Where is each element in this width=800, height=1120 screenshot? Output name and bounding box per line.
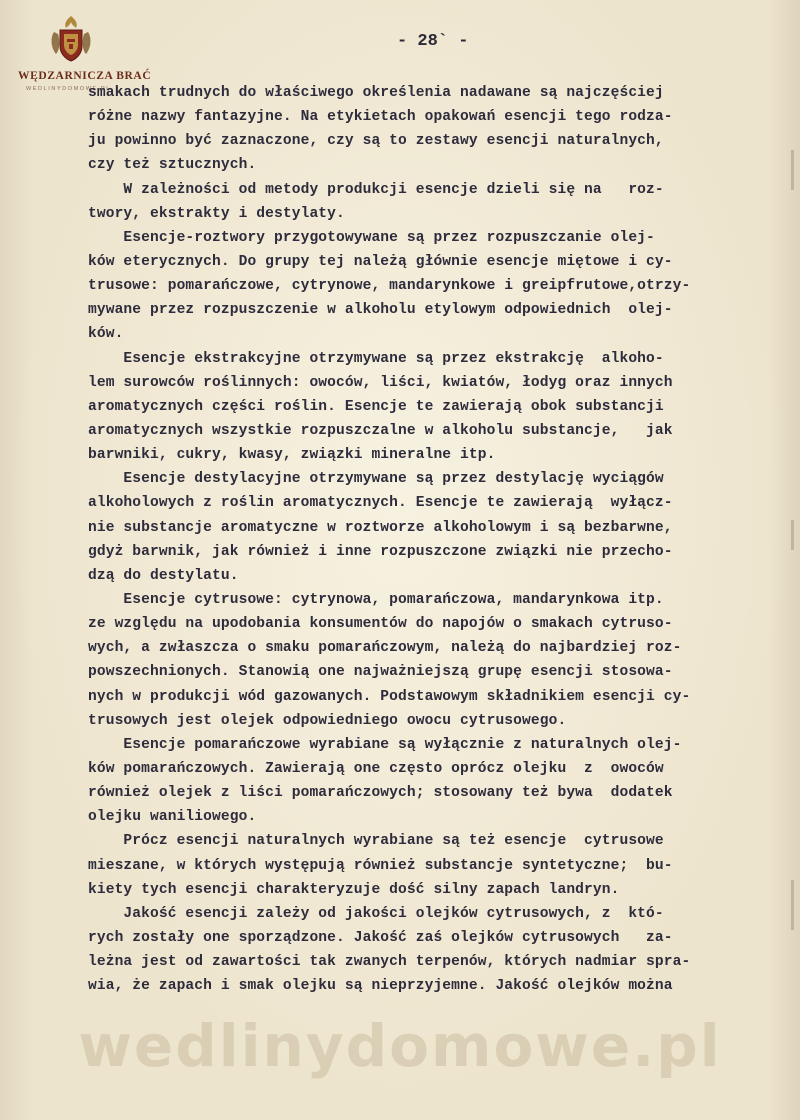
text-line: aromatycznych wszystkie rozpuszczalne w alkoholu substancje, jak [88, 422, 673, 439]
text-line: Jakość esencji zależy od jakości olejków cytrusowych, z któ- [88, 905, 664, 922]
text-line: wia, że zapach i smak olejku są nieprzyjemne. Jakość olejków można [88, 978, 673, 995]
text-line: ków eterycznych. Do grupy tej należą głównie esencje miętowe i cy- [88, 253, 673, 270]
text-line: aromatycznych części roślin. Esencje te zawierają obok substancji [88, 398, 664, 415]
text-line: ze względu na upodobania konsumentów do napojów o smakach cytruso- [88, 616, 673, 633]
text-line: trusowych jest olejek odpowiedniego owocu cytrusowego. [88, 712, 567, 729]
text-line: różne nazwy fantazyjne. Na etykietach opakowań esencji tego rodza- [88, 109, 673, 126]
text-line: rych zostały one sporządzone. Jakość zaś olejków cytrusowych za- [88, 929, 673, 946]
text-line: leżna jest od zawartości tak zwanych terpenów, których nadmiar spra- [88, 954, 691, 971]
text-line: ków. [88, 326, 124, 343]
text-line: ju powinno być zaznaczone, czy są to zestawy esencji naturalnych, [88, 133, 664, 150]
text-line: Esencje ekstrakcyjne otrzymywane są przez ekstrakcję alkoho- [88, 350, 664, 367]
text-line: również olejek z liści pomarańczowych; stosowany też bywa dodatek [88, 785, 673, 802]
text-line: czy też sztucznych. [88, 157, 257, 174]
text-line: dzą do destylatu. [88, 567, 239, 584]
coat-of-arms-icon [48, 14, 94, 64]
text-line: alkoholowych z roślin aromatycznych. Esencje te zawierają wyłącz- [88, 495, 673, 512]
text-line: gdyż barwnik, jak również i inne rozpuszczone związki nie przecho- [88, 543, 673, 560]
page-edge-mark [791, 880, 794, 930]
page-number: - 28` - [397, 32, 469, 51]
text-line: mieszane, w których występują również substancje syntetyczne; bu- [88, 857, 673, 874]
text-line: wych, a zwłaszcza o smaku pomarańczowym, należą do najbardziej roz- [88, 640, 682, 657]
text-line: nych w produkcji wód gazowanych. Podstawowym składnikiem esencji cy- [88, 688, 691, 705]
text-line: nie substancje aromatyczne w roztworze alkoholowym i są bezbarwne, [88, 519, 673, 536]
text-line: lem surowców roślinnych: owoców, liści, kwiatów, łodyg oraz innych [88, 374, 673, 391]
text-line: mywane przez rozpuszczenie w alkoholu etylowym odpowiednich olej- [88, 302, 673, 319]
text-line: powszechnionych. Stanowią one najważniejszą grupę esencji stosowa- [88, 664, 673, 681]
page-edge-mark [791, 150, 794, 190]
watermark: wedlinydomowe.pl [78, 1012, 722, 1080]
page-edge-mark [791, 520, 794, 550]
text-line: Prócz esencji naturalnych wyrabiane są też esencje cytrusowe [88, 833, 664, 850]
text-line: trusowe: pomarańczowe, cytrynowe, mandarynkowe i greipfrutowe,otrzy- [88, 278, 691, 295]
text-line: W zależności od metody produkcji esencje dzieli się na roz- [88, 181, 664, 198]
typed-text-body [88, 81, 788, 998]
text-line: Esencje destylacyjne otrzymywane są przez destylację wyciągów [88, 471, 664, 488]
text-line: Esencje cytrusowe: cytrynowa, pomarańczowa, mandarynkowa itp. [88, 591, 664, 608]
text-line: olejku waniliowego. [88, 809, 257, 826]
logo-subtitle: WEDLINYDOMOWE.PL [26, 86, 111, 92]
text-line: smakach trudnych do właściwego określenia nadawane są najczęściej [88, 85, 664, 101]
logo-title: WĘDZARNICZA BRAĆ [18, 70, 152, 82]
text-line: ków pomarańczowych. Zawierają one często oprócz olejku z owoców [88, 760, 664, 777]
text-line: Esencje-roztwory przygotowywane są przez rozpuszczanie olej- [88, 229, 655, 246]
text-line: barwniki, cukry, kwasy, związki mineralne itp. [88, 447, 496, 464]
text-line: kiety tych esencji charakteryzuje dość silny zapach landryn. [88, 881, 620, 898]
text-line: Esencje pomarańczowe wyrabiane są wyłącznie z naturalnych olej- [88, 736, 682, 753]
text-line: twory, ekstrakty i destylaty. [88, 205, 345, 222]
